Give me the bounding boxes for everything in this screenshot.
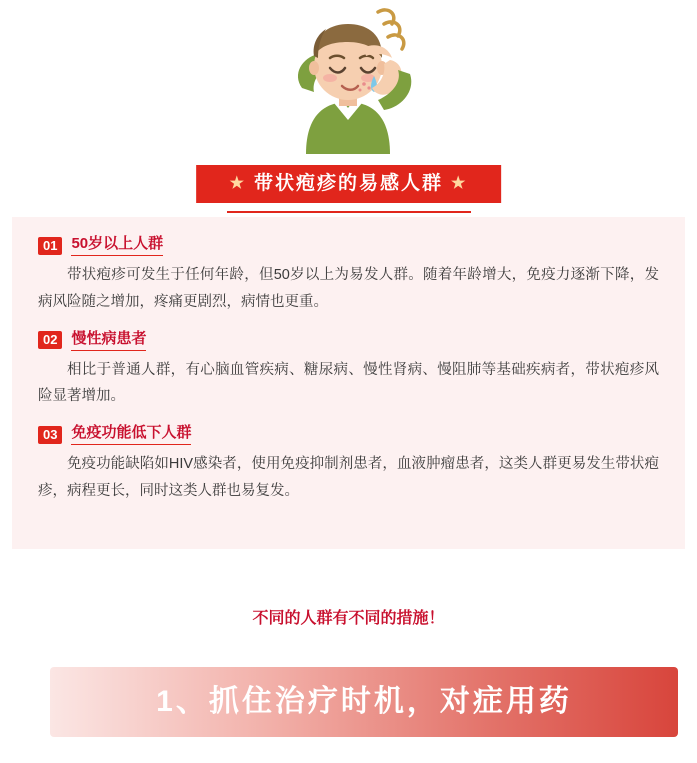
next-section-banner [50, 667, 678, 737]
item-heading: 50岁以上人群 [71, 235, 163, 256]
closing-note: 不同的人群有不同的措施！ [252, 609, 445, 627]
item-number-badge: 03 [38, 426, 62, 444]
star-left-icon: ★ [229, 175, 246, 192]
next-section-title: 1、抓住治疗时机，对症用药 [156, 685, 572, 718]
list-item-header [38, 235, 659, 256]
banner-underline [227, 211, 471, 213]
susceptible-groups-content [12, 217, 685, 549]
item-heading: 慢性病患者 [71, 330, 146, 351]
list-item [38, 424, 659, 505]
item-heading: 免疫功能低下人群 [71, 424, 191, 445]
star-right-icon: ★ [451, 175, 468, 192]
illustration-area [0, 0, 697, 155]
next-section-banner-area [0, 667, 697, 737]
item-paragraph: 相比于普通人群，有心脑血管疾病、糖尿病、慢性肾病、慢阻肺等基础疾病者，带状疱疹风险显著增加。 [38, 361, 659, 405]
item-paragraph: 免疫功能缺陷如HIV感染者，使用免疫抑制剂患者，血液肿瘤患者，这类人群更易发生带状疱疹，病程更长，同时这类人群也易复发。 [38, 456, 659, 500]
person-with-headache-illustration [268, 4, 428, 154]
section-title-text: 带状疱疹的易感人群 [253, 173, 444, 194]
section-title-banner [196, 165, 502, 203]
list-item-header [38, 330, 659, 351]
item-number-badge: 02 [38, 331, 62, 349]
list-item [38, 330, 659, 411]
list-item-header [38, 424, 659, 445]
item-number-badge: 01 [38, 237, 62, 255]
list-item [38, 235, 659, 316]
item-paragraph: 带状疱疹可发生于任何年龄，但50岁以上为易发人群。随着年龄增大，免疫力逐渐下降，发病风险随之增加，疼痛更剧烈，病情也更重。 [38, 267, 659, 310]
section-title-area [0, 155, 697, 217]
